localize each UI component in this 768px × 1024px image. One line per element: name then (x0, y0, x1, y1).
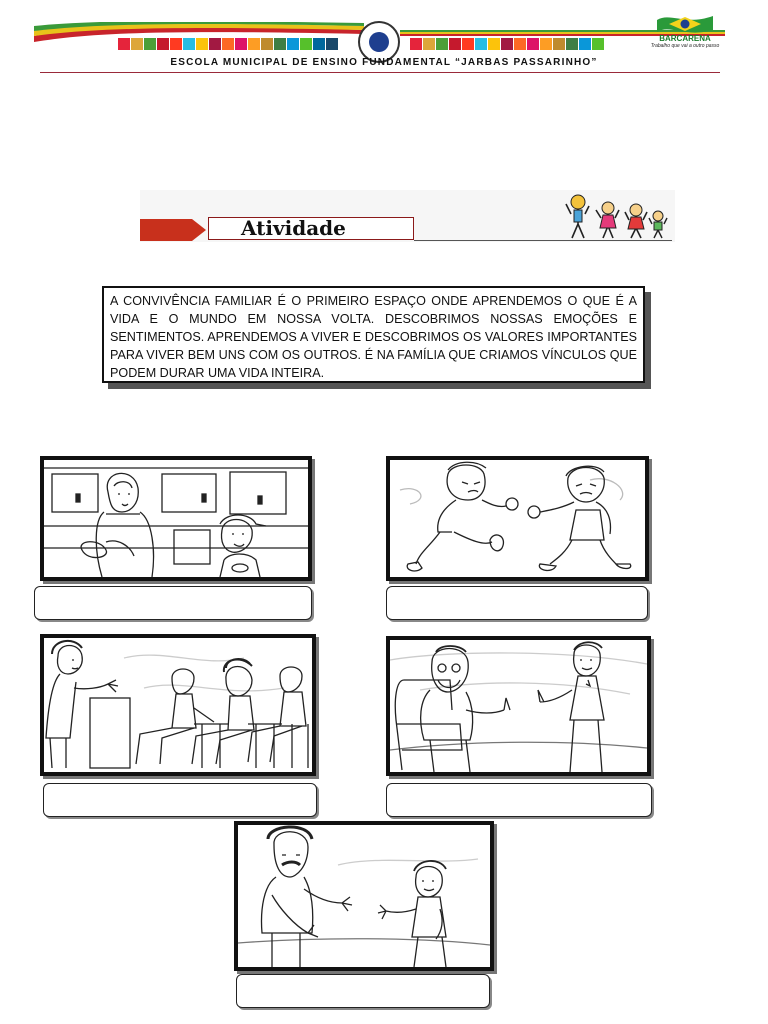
answer-box-3[interactable] (43, 783, 317, 817)
barcarena-flag-icon (655, 12, 715, 34)
answer-box-2[interactable] (386, 586, 648, 620)
illustration-mother-washing-dishes (40, 456, 312, 581)
illustration-teacher-and-students (40, 634, 316, 776)
illustration-boys-fighting (386, 456, 649, 581)
answer-box-1[interactable] (34, 586, 312, 620)
school-name: ESCOLA MUNICIPAL DE ENSINO FUNDAMENTAL “JARBAS PASSARINHO” (170, 57, 598, 68)
logo-name: BARCARENA (659, 34, 711, 43)
children-cartoon-icon (558, 192, 673, 242)
header-divider (40, 72, 720, 73)
illustration-grandfather-and-boy (386, 636, 651, 776)
answer-box-4[interactable] (386, 783, 652, 817)
illustration-man-greeting-boy (234, 821, 494, 971)
arrow-icon (140, 219, 206, 241)
activity-title-box (208, 217, 414, 240)
family-text-box: A CONVIVÊNCIA FAMILIAR É O PRIMEIRO ESPAÇO ONDE APRENDEMOS O QUE É A VIDA E O MUNDO EM NOSSA VOLTA. DESCOBRIMOS NOSSAS EMOÇÕES E SENTIMENTOS. APRENDEMOS A VIVER E DESCOBRIMOS OS VALORES IMPORTANTES PARA VIVER BEM UNS COM OS OUTROS. É NA FAMÍLIA QUE CRIAMOS VÍNCULOS QUE PODEM DURAR UMA VIDA INTEIRA. (102, 286, 645, 383)
logo-subtitle: Trabalho que vai a outro passo (650, 43, 720, 49)
answer-box-5[interactable] (236, 974, 490, 1008)
activity-title: Atividade (241, 216, 346, 240)
sdg-icons-left (118, 38, 338, 52)
sdg-icons-right (410, 38, 604, 52)
